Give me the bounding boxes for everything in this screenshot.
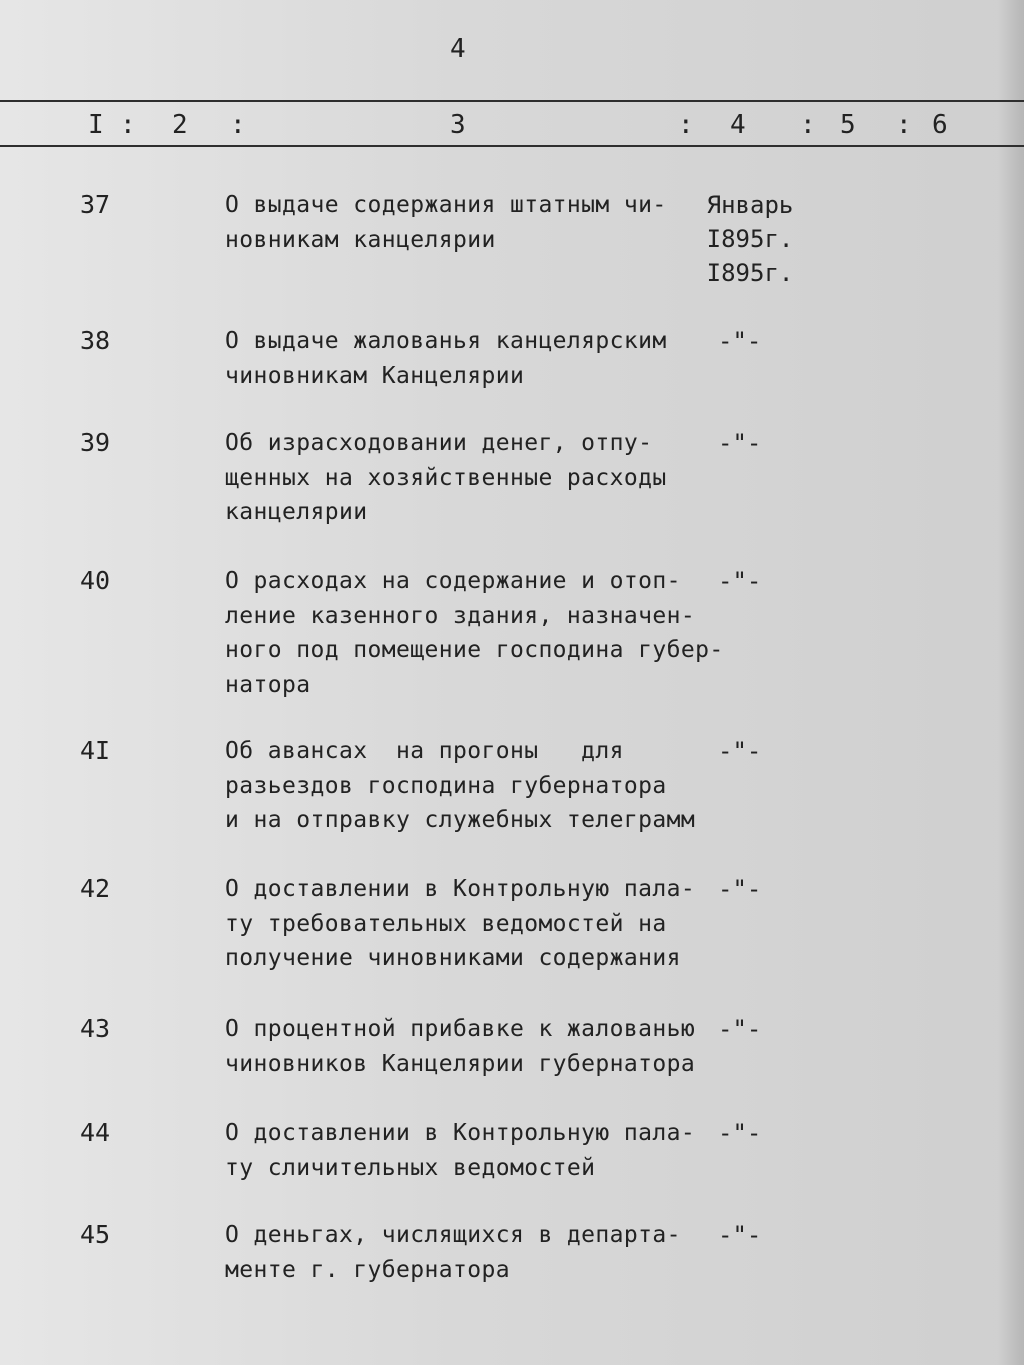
header-separator: : bbox=[678, 110, 694, 140]
header-separator: : bbox=[800, 110, 816, 140]
header-separator: : bbox=[230, 110, 246, 140]
entry-date-line: I895г. bbox=[706, 259, 794, 287]
entry-title-line: О доставлении в Контрольную пала- bbox=[225, 1120, 696, 1146]
header-separator: : bbox=[896, 110, 912, 140]
page-number: 4 bbox=[450, 34, 466, 64]
entry-title-line: О процентной прибавке к жалованью bbox=[225, 1016, 696, 1042]
entry-title-line: Об авансах на прогоны для bbox=[225, 738, 624, 764]
header-col-1: I bbox=[88, 110, 104, 140]
ditto-mark: -"- bbox=[718, 1015, 762, 1043]
entry-title-line: получение чиновниками содержания bbox=[225, 945, 681, 971]
entry-title bbox=[225, 734, 725, 838]
entry-title bbox=[225, 1116, 725, 1185]
entry-number: 37 bbox=[80, 190, 111, 219]
entry-number: 39 bbox=[80, 428, 111, 457]
entry-title-line: натора bbox=[225, 671, 311, 698]
entry-title-line: разьездов господина губернатора bbox=[225, 772, 667, 799]
entry-title bbox=[225, 426, 725, 530]
header-separator: : bbox=[120, 110, 136, 140]
entry-number: 40 bbox=[80, 566, 111, 595]
entry-number: 44 bbox=[80, 1118, 111, 1147]
entry-title-line: канцелярии bbox=[225, 499, 368, 525]
entry-title-line: О расходах на содержание и отоп- bbox=[225, 568, 681, 594]
table-header-bottom-rule bbox=[0, 145, 1024, 147]
entry-title bbox=[225, 1012, 725, 1081]
header-col-4: 4 bbox=[730, 110, 746, 140]
ditto-mark: -"- bbox=[718, 429, 762, 457]
entry-number: 38 bbox=[80, 326, 111, 355]
header-col-3: 3 bbox=[450, 110, 466, 140]
header-col-2: 2 bbox=[172, 110, 188, 140]
ditto-mark: -"- bbox=[718, 327, 762, 355]
entry-title bbox=[225, 564, 725, 702]
page-edge-shadow bbox=[998, 0, 1024, 1365]
entry-title bbox=[225, 872, 725, 976]
entry-date-line: I895г. bbox=[706, 225, 794, 253]
entry-title-line: ту сличительных ведомостей bbox=[225, 1154, 596, 1181]
table-header-top-rule bbox=[0, 100, 1024, 102]
entry-title-line: и на отправку служебных телеграмм bbox=[225, 807, 696, 833]
entry-title bbox=[225, 324, 725, 393]
entry-number: 42 bbox=[80, 874, 111, 903]
entry-title-line: ту требовательных ведомостей на bbox=[225, 910, 667, 937]
entry-date bbox=[700, 188, 800, 290]
entry-title-line: Об израсходовании денег, отпу- bbox=[225, 430, 653, 456]
entry-title-line: О выдаче жалованья канцелярским bbox=[225, 328, 667, 354]
header-col-5: 5 bbox=[840, 110, 856, 140]
ditto-mark: -"- bbox=[718, 1221, 762, 1249]
entry-title-line: ного под помещение господина губер- bbox=[225, 637, 724, 663]
entry-title-line: новникам канцелярии bbox=[225, 226, 496, 253]
entry-title-line: щенных на хозяйственные расходы bbox=[225, 464, 667, 491]
entry-number: 43 bbox=[80, 1014, 111, 1043]
entry-title-line: О выдаче содержания штатным чи- bbox=[225, 192, 667, 218]
ditto-mark: -"- bbox=[718, 737, 762, 765]
ditto-mark: -"- bbox=[718, 1119, 762, 1147]
entry-title-line: чиновникам Канцелярии bbox=[225, 362, 525, 389]
entry-title-line: чиновников Канцелярии губернатора bbox=[225, 1050, 696, 1077]
entry-number: 45 bbox=[80, 1220, 111, 1249]
header-col-6: 6 bbox=[932, 110, 948, 140]
entry-date-line: Январь bbox=[706, 191, 794, 219]
ditto-mark: -"- bbox=[718, 875, 762, 903]
entry-title-line: ление казенного здания, назначен- bbox=[225, 602, 696, 629]
entry-title-line: О деньгах, числящихся в департа- bbox=[225, 1222, 681, 1248]
ditto-mark: -"- bbox=[718, 567, 762, 595]
entry-title-line: менте г. губернатора bbox=[225, 1256, 510, 1283]
entry-title bbox=[225, 1218, 725, 1287]
entry-title bbox=[225, 188, 725, 257]
entry-title-line: О доставлении в Контрольную пала- bbox=[225, 876, 696, 902]
entry-number: 4I bbox=[80, 736, 111, 765]
